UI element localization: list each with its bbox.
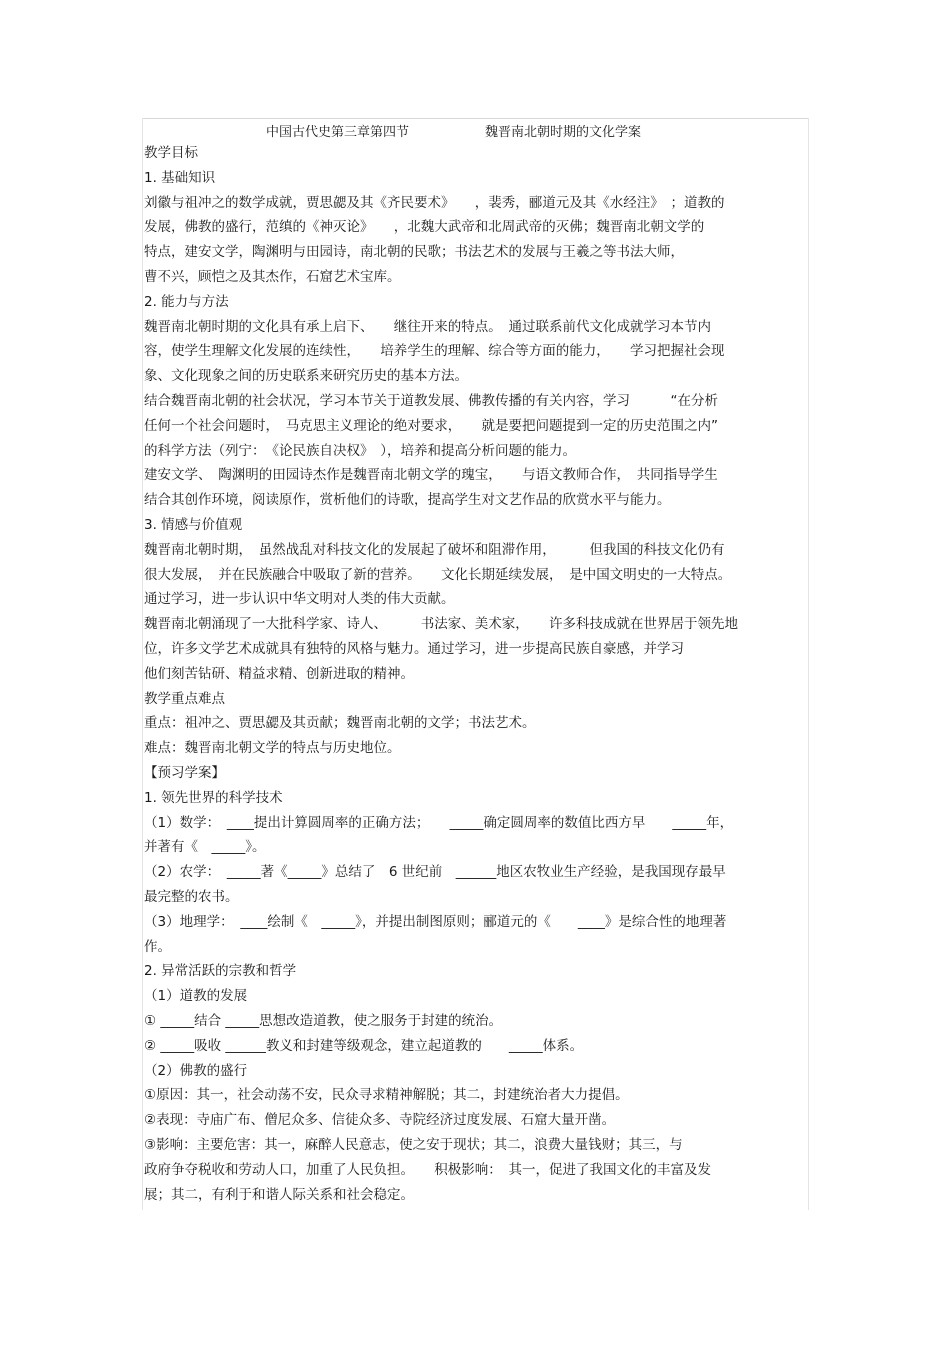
text-line: 发展，佛教的盛行，范缜的《神灭论》 ，北魏大武帝和北周武帝的灭佛；魏晋南北朝文学的	[144, 219, 705, 236]
text-line: （1）数学： ____提出计算圆周率的正确方法； _____确定圆周率的数值比西方早 _____年，	[144, 814, 734, 831]
text-line: 魏晋南北朝涌现了一大批科学家、诗人、 书法家、美术家， 许多科技成就在世界居于领先地	[144, 616, 738, 633]
text-line: 并著有《 _____》。	[144, 839, 266, 856]
text-line: ③影响：主要危害：其一，麻醉人民意志，使之安于现状；其二，浪费大量钱财；其三，与	[144, 1137, 683, 1153]
text-line: 展；其二，有利于和谐人际关系和社会稳定。	[144, 1186, 414, 1203]
text-line: 最完整的农书。	[144, 889, 239, 905]
text-line: 建安文学、 陶渊明的田园诗杰作是魏晋南北朝文学的瑰宝， 与语文教师合作， 共同指导学生	[144, 467, 718, 484]
text-line: 2. 异常活跃的宗教和哲学	[144, 963, 297, 980]
text-line: 结合其创作环境，阅读原作，赏析他们的诗歌，提高学生对文艺作品的欣赏水平与能力。	[144, 492, 671, 509]
text-line: 重点：祖冲之、贾思勰及其贡献；魏晋南北朝的文学；书法艺术。	[144, 715, 536, 732]
title-topic: 魏晋南北朝时期的文化学案	[485, 125, 642, 140]
text-line: （3）地理学： ____绘制《 _____》，并提出制图原则；郦道元的《 ____》是综合性的地理著	[144, 913, 727, 930]
text-line: 教学目标	[144, 145, 198, 161]
text-line: 难点：魏晋南北朝文学的特点与历史地位。	[144, 740, 401, 757]
text-line: 特点，建安文学，陶渊明与田园诗，南北朝的民歌；书法艺术的发展与王羲之等书法大师，	[144, 244, 684, 261]
text-line: 他们刻苦钻研、精益求精、创新进取的精神。	[144, 665, 414, 682]
text-line: ①原因：其一，社会动荡不安，民众寻求精神解脱；其二，封建统治者大力提倡。	[144, 1087, 629, 1104]
text-line: 曹不兴，顾恺之及其杰作，石窟艺术宝库。	[144, 269, 401, 285]
text-line: 结合魏晋南北朝的社会状况，学习本节关于道教发展、佛教传播的有关内容，学习 “在分析	[144, 393, 718, 409]
text-line: 容，使学生理解文化发展的连续性， 培养学生的理解、综合等方面的能力， 学习把握社会现	[144, 343, 725, 360]
text-line: （2）佛教的盛行	[144, 1062, 248, 1079]
text-line: （1）道教的发展	[144, 988, 248, 1005]
text-line: 1. 基础知识	[144, 169, 216, 186]
table-border-right	[808, 118, 809, 1210]
text-line: 象、文化现象之间的历史联系来研究历史的基本方法。	[144, 368, 468, 385]
text-line: 政府争夺税收和劳动人口，加重了人民负担。 积极影响： 其一，促进了我国文化的丰富及发	[144, 1161, 711, 1178]
text-line: ②表现：寺庙广布、僧尼众多、信徒众多、寺院经济过度发展、石窟大量开凿。	[144, 1112, 616, 1129]
text-line: 任何一个社会问题时， 马克思主义理论的绝对要求， 就是要把问题提到一定的历史范围之内”	[144, 417, 718, 434]
text-line: 魏晋南北朝时期的文化具有承上启下、 继往开来的特点。 通过联系前代文化成就学习本节内	[144, 318, 711, 335]
text-line: 2. 能力与方法	[144, 293, 229, 310]
text-line: 很大发展， 并在民族融合中吸取了新的营养。 文化长期延续发展， 是中国文明史的一大特点。	[144, 566, 732, 583]
title-chapter: 中国古代史第三章第四节	[266, 125, 410, 140]
text-line: 3. 情感与价值观	[144, 517, 243, 533]
text-line: 1. 领先世界的科学技术	[144, 789, 283, 806]
text-line: 的科学方法（列宁： 《论民族自决权》 ），培养和提高分析问题的能力。	[144, 442, 576, 459]
text-line: 刘徽与祖冲之的数学成就，贾思勰及其《齐民要术》 ，裴秀，郦道元及其《水经注》 ；道教的	[144, 194, 725, 211]
text-line: 位，许多文学艺术成就具有独特的风格与魅力。通过学习，进一步提高民族自豪感，并学习	[144, 641, 684, 657]
text-line: 教学重点难点	[144, 690, 225, 707]
text-line: 作。	[144, 938, 171, 955]
text-line: （2）农学： _____著《_____》总结了 6 世纪前 ______地区农牧业生产经验，是我国现存最早	[144, 864, 726, 881]
text-line: ② _____吸收 ______教义和封建等级观念，建立起道教的 _____体系。	[144, 1037, 584, 1054]
text-line: 魏晋南北朝时期， 虽然战乱对科技文化的发展起了破坏和阻滞作用， 但我国的科技文化仍有	[144, 541, 725, 558]
table-border-left	[142, 118, 143, 1210]
text-line: 通过学习，进一步认识中华文明对人类的伟大贡献。	[144, 591, 455, 608]
table-border-top	[142, 118, 808, 119]
text-line: ① _____结合 _____思想改造道教，使之服务于封建的统治。	[144, 1013, 503, 1029]
text-line: 【预习学案】	[144, 765, 225, 781]
